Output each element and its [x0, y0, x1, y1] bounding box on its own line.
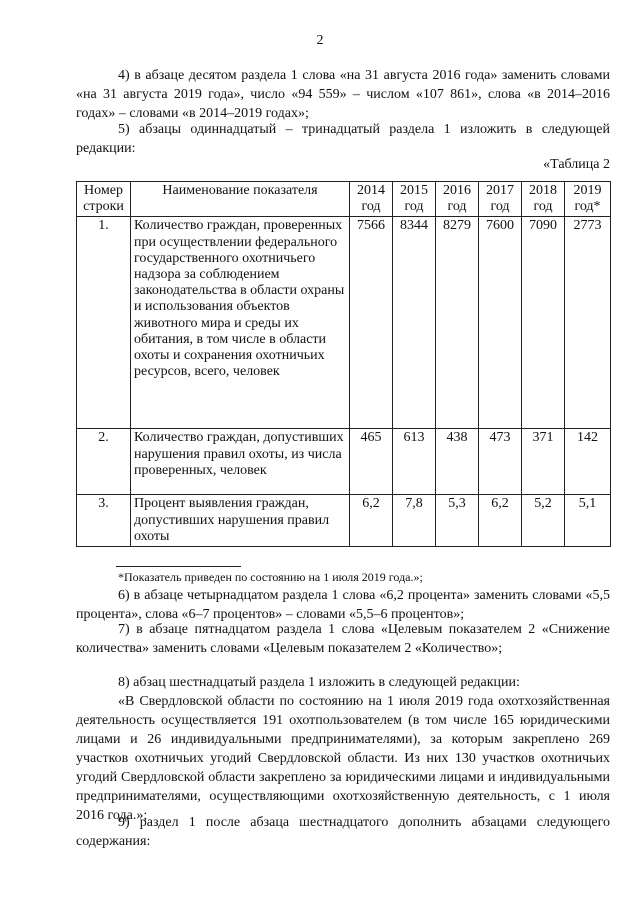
header-year-2014: 2014 год	[350, 182, 393, 217]
value-2019: 2773	[565, 217, 611, 429]
indicator-name: Процент выявления граждан, допустивших нарушения правил охоты	[131, 495, 350, 547]
header-year-2017: 2017 год	[479, 182, 522, 217]
value-2019: 142	[565, 429, 611, 495]
amendment-item-6: 6) в абзаце четырнадцатом раздела 1 слова «6,2 процента» заменить словами «5,5 процента», слова «6–7 процентов» – словами «5,5–6 процентов»;	[76, 588, 610, 622]
value-2014: 6,2	[350, 495, 393, 547]
new-paragraph-text: «В Свердловской области по состоянию на 1 июля 2019 года охотхозяйственная деятельность осуществляется 191 охотпользователем (в том числе 165 юридическими лицами и 26 индивидуальными предпринимателями), за которым закреплено 269 участков охотничьих угодий Свердловской области. Из них 130 участков охотничьих угодий Свердловской области закреплено за юридическими лицами и индивидуальными предпринимателями, осуществляющими охотхозяйственную деятельность, с 1 июля 2016 года.»;	[76, 694, 610, 823]
amendment-item-9: 9) раздел 1 после абзаца шестнадцатого дополнить абзацами следующего содержания:	[76, 815, 610, 849]
header-row-number: Номер строки	[77, 182, 131, 217]
table-header-row	[77, 182, 611, 217]
value-2018: 5,2	[522, 495, 565, 547]
row-number: 2.	[77, 429, 131, 495]
header-year-2018: 2018 год	[522, 182, 565, 217]
value-2016: 5,3	[436, 495, 479, 547]
footnote: *Показатель приведен по состоянию на 1 июля 2019 года.»;	[118, 570, 423, 584]
value-2017: 7600	[479, 217, 522, 429]
value-2018: 7090	[522, 217, 565, 429]
table-row	[77, 217, 611, 429]
value-2015: 8344	[393, 217, 436, 429]
amendment-item-4: 4) в абзаце десятом раздела 1 слова «на 31 августа 2016 года» заменить словами «на 31 августа 2019 года», число «94 559» – числом «107 861», слова «в 2014–2016 годах» – словами «в 2014–2019 годах»;	[76, 68, 610, 121]
value-2016: 438	[436, 429, 479, 495]
value-2014: 7566	[350, 217, 393, 429]
footnote-divider	[116, 566, 241, 567]
value-2014: 465	[350, 429, 393, 495]
page-number: 2	[316, 33, 324, 48]
row-number: 1.	[77, 217, 131, 429]
value-2018: 371	[522, 429, 565, 495]
value-2019: 5,1	[565, 495, 611, 547]
header-indicator-name: Наименование показателя	[131, 182, 350, 217]
header-year-2019: 2019 год*	[565, 182, 611, 217]
table-row	[77, 495, 611, 547]
header-year-2015: 2015 год	[393, 182, 436, 217]
indicator-name: Количество граждан, проверенных при осуществлении федерального государственного охотничьего надзора за соблюдением законодательства в области охраны и использования объектов животного мира и среды их обитания, в том числе в области охоты и сохранения охотничьих ресурсов, всего, человек	[131, 217, 350, 429]
value-2017: 473	[479, 429, 522, 495]
table-caption: «Таблица 2	[543, 157, 610, 172]
table-row	[77, 429, 611, 495]
indicator-name: Количество граждан, допустивших нарушения правил охоты, из числа проверенных, человек	[131, 429, 350, 495]
indicators-table	[76, 181, 611, 547]
amendment-item-7: 7) в абзаце пятнадцатом раздела 1 слова «Целевым показателем 2 «Снижение количества» заменить словами «Целевым показателем 2 «Количество»;	[76, 622, 610, 656]
amendment-item-5: 5) абзацы одиннадцатый – тринадцатый раздела 1 изложить в следующей редакции:	[76, 122, 610, 156]
value-2015: 7,8	[393, 495, 436, 547]
row-number: 3.	[77, 495, 131, 547]
amendment-item-8: 8) абзац шестнадцатый раздела 1 изложить в следующей редакции:	[118, 675, 520, 690]
value-2015: 613	[393, 429, 436, 495]
value-2017: 6,2	[479, 495, 522, 547]
header-year-2016: 2016 год	[436, 182, 479, 217]
value-2016: 8279	[436, 217, 479, 429]
